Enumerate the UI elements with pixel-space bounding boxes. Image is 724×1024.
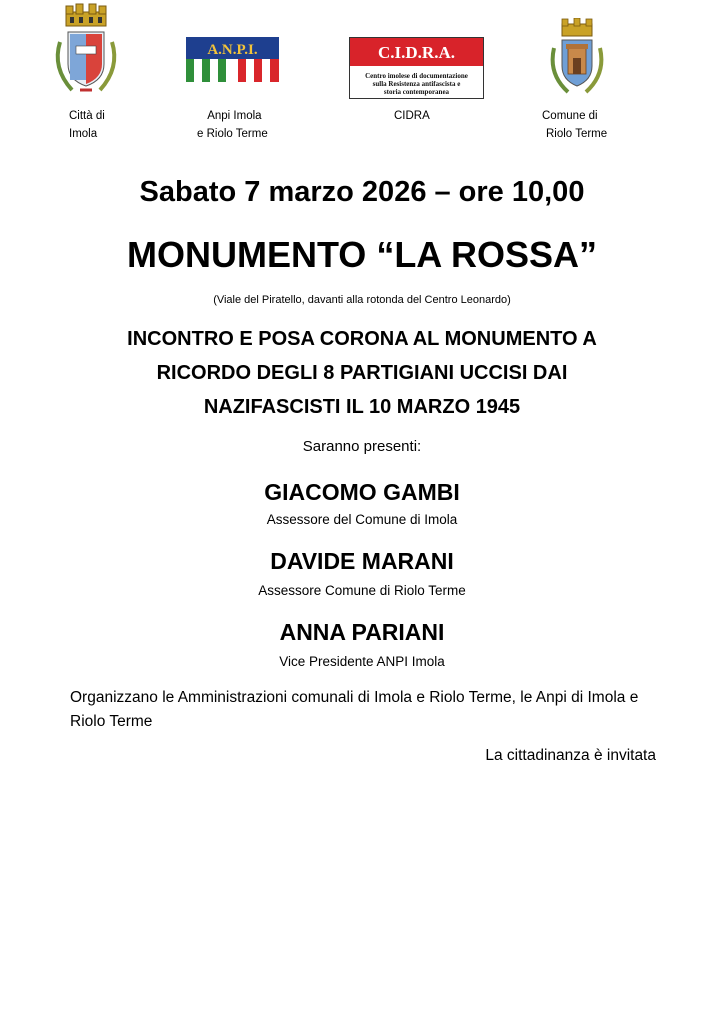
label-line: CIDRA xyxy=(394,110,430,122)
anpi-logo-text: A.N.P.I. xyxy=(207,42,258,58)
event-title: MONUMENTO “LA ROSSA” xyxy=(126,234,597,275)
label-imola xyxy=(69,107,105,143)
speaker-name: DAVIDE MARANI xyxy=(270,548,454,574)
speaker-role: Vice Presidente ANPI Imola xyxy=(279,654,445,669)
event-date: Sabato 7 marzo 2026 – ore 10,00 xyxy=(139,176,585,208)
headline-line: RICORDO DEGLI 8 PARTIGIANI UCCISI DAI xyxy=(156,362,568,384)
cidra-logo-title: C.I.D.R.A. xyxy=(378,43,455,62)
label-line: Comune di xyxy=(542,110,598,122)
label-anpi xyxy=(197,107,268,143)
label-riolo xyxy=(542,107,607,143)
label-line: Imola xyxy=(69,128,98,140)
label-line: Riolo Terme xyxy=(546,128,608,140)
event-headline xyxy=(0,322,724,424)
anpi-logo xyxy=(186,37,279,82)
speaker-role: Assessore Comune di Riolo Terme xyxy=(258,583,466,598)
cidra-logo-sub: storia contemporanea xyxy=(383,88,450,96)
imola-crest-logo xyxy=(46,2,126,98)
cidra-logo xyxy=(349,37,484,99)
speaker-role: Assessore del Comune di Imola xyxy=(266,512,458,527)
event-address: (Viale del Piratello, davanti alla rotonda del Centro Leonardo) xyxy=(213,294,511,306)
invitation-note: La cittadinanza è invitata xyxy=(485,747,656,764)
anpi-flag-icon xyxy=(186,37,279,82)
speaker-name: ANNA PARIANI xyxy=(279,619,445,645)
imola-crest-icon xyxy=(46,2,126,98)
label-line: e Riolo Terme xyxy=(197,128,268,140)
cidra-logo-sub: Centro imolese di documentazione xyxy=(365,72,468,80)
organizers-paragraph: Organizzano le Amministrazioni comunali di Imola e Riolo Terme, le Anpi di Imola e Riolo Terme xyxy=(70,689,639,730)
riolo-crest-icon xyxy=(546,18,608,96)
riolo-crest-logo xyxy=(546,18,608,96)
label-line: Città di xyxy=(69,110,105,122)
headline-line: INCONTRO E POSA CORONA AL MONUMENTO A xyxy=(127,328,597,350)
headline-line: NAZIFASCISTI IL 10 MARZO 1945 xyxy=(203,396,521,418)
speaker-name: GIACOMO GAMBI xyxy=(264,479,460,505)
cidra-logo-icon xyxy=(349,37,484,99)
label-cidra xyxy=(394,107,430,125)
label-line: Anpi Imola xyxy=(207,110,262,122)
present-label: Saranno presenti: xyxy=(302,438,422,455)
cidra-logo-sub: sulla Resistenza antifascista e xyxy=(372,80,461,88)
